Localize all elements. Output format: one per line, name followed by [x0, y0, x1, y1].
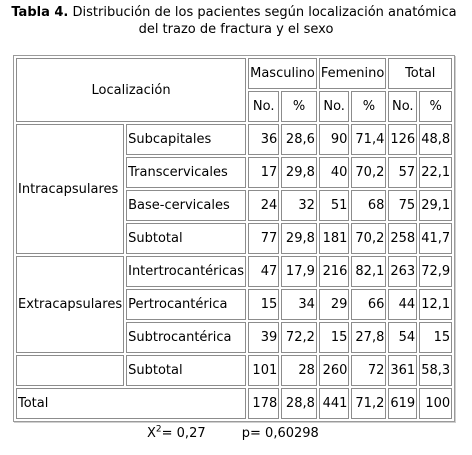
header-m-pct: %	[281, 91, 317, 122]
cell-m-pct: 32	[281, 190, 317, 221]
cell-f-pct: 72	[351, 355, 386, 386]
cell-f-no: 15	[319, 322, 350, 353]
row-label: Base-cervicales	[126, 190, 246, 221]
row-label: Transcervicales	[126, 157, 246, 188]
cell-f-pct: 70,2	[351, 223, 386, 254]
cell-t-pct: 41,7	[419, 223, 452, 254]
cell-t-pct: 12,1	[419, 289, 452, 320]
cell-f-pct: 70,2	[351, 157, 386, 188]
cell-f-no: 51	[319, 190, 350, 221]
cell-f-no: 40	[319, 157, 350, 188]
cell-f-pct: 27,8	[351, 322, 386, 353]
row-label: Subtotal	[126, 355, 246, 386]
cell-t-no: 54	[388, 322, 417, 353]
cell-m-no: 178	[248, 388, 279, 419]
row-label-total: Total	[16, 388, 246, 419]
chi-superscript: 2	[155, 425, 162, 435]
cell-m-pct: 29,8	[281, 157, 317, 188]
cell-f-pct: 66	[351, 289, 386, 320]
cell-f-no: 216	[319, 256, 350, 287]
chi-symbol: X	[147, 426, 156, 442]
empty-cell	[16, 355, 124, 386]
cell-f-no: 90	[319, 124, 350, 155]
header-total: Total	[388, 58, 452, 89]
cell-m-no: 17	[248, 157, 279, 188]
cell-f-pct: 71,2	[351, 388, 386, 419]
cell-f-pct: 68	[351, 190, 386, 221]
cell-f-no: 260	[319, 355, 350, 386]
row-label: Pertrocantérica	[126, 289, 246, 320]
cell-m-no: 24	[248, 190, 279, 221]
cell-t-no: 361	[388, 355, 417, 386]
chi-value: = 0,27	[161, 426, 206, 442]
caption-line-2: del trazo de fractura y el sexo	[138, 22, 334, 37]
cell-t-pct: 48,8	[419, 124, 452, 155]
cell-f-pct: 71,4	[351, 124, 386, 155]
cell-f-no: 441	[319, 388, 350, 419]
cell-t-no: 44	[388, 289, 417, 320]
statistics-footer	[147, 425, 319, 441]
header-localizacion: Localización	[16, 58, 246, 122]
table-row	[16, 256, 452, 287]
cell-m-pct: 34	[281, 289, 317, 320]
cell-t-pct: 58,3	[419, 355, 452, 386]
header-t-no: No.	[388, 91, 417, 122]
cell-f-no: 181	[319, 223, 350, 254]
cell-m-pct: 17,9	[281, 256, 317, 287]
cell-f-pct: 82,1	[351, 256, 386, 287]
cell-t-no: 263	[388, 256, 417, 287]
table-row	[16, 124, 452, 155]
cell-m-pct: 72,2	[281, 322, 317, 353]
cell-t-no: 619	[388, 388, 417, 419]
cell-m-pct: 28,8	[281, 388, 317, 419]
caption-label: Tabla 4.	[11, 5, 69, 20]
group-intracapsulares: Intracapsulares	[16, 124, 124, 254]
cell-t-no: 126	[388, 124, 417, 155]
header-femenino: Femenino	[319, 58, 386, 89]
cell-t-pct: 72,9	[419, 256, 452, 287]
row-label: Intertrocantéricas	[126, 256, 246, 287]
p-value: p= 0,60298	[241, 426, 319, 442]
cell-t-pct: 22,1	[419, 157, 452, 188]
cell-t-no: 75	[388, 190, 417, 221]
row-label: Subtotal	[126, 223, 246, 254]
cell-m-no: 101	[248, 355, 279, 386]
cell-t-no: 258	[388, 223, 417, 254]
header-row-1	[16, 58, 452, 89]
header-masculino: Masculino	[248, 58, 317, 89]
cell-f-no: 29	[319, 289, 350, 320]
header-m-no: No.	[248, 91, 279, 122]
cell-m-no: 77	[248, 223, 279, 254]
table-row-total	[16, 388, 452, 419]
group-extracapsulares: Extracapsulares	[16, 256, 124, 353]
data-table	[13, 55, 455, 422]
row-label: Subcapitales	[126, 124, 246, 155]
cell-m-no: 47	[248, 256, 279, 287]
header-f-pct: %	[351, 91, 386, 122]
cell-m-pct: 28,6	[281, 124, 317, 155]
cell-t-pct: 100	[419, 388, 452, 419]
chi-square	[147, 426, 206, 441]
cell-m-pct: 29,8	[281, 223, 317, 254]
cell-t-pct: 29,1	[419, 190, 452, 221]
cell-t-pct: 15	[419, 322, 452, 353]
header-f-no: No.	[319, 91, 350, 122]
header-t-pct: %	[419, 91, 452, 122]
cell-m-no: 15	[248, 289, 279, 320]
cell-m-pct: 28	[281, 355, 317, 386]
table-row-subtotal	[16, 355, 452, 386]
table-caption	[0, 4, 472, 38]
cell-m-no: 36	[248, 124, 279, 155]
cell-t-no: 57	[388, 157, 417, 188]
cell-m-no: 39	[248, 322, 279, 353]
caption-line-1: Distribución de los pacientes según localización anatómica	[72, 5, 457, 20]
row-label: Subtrocantérica	[126, 322, 246, 353]
